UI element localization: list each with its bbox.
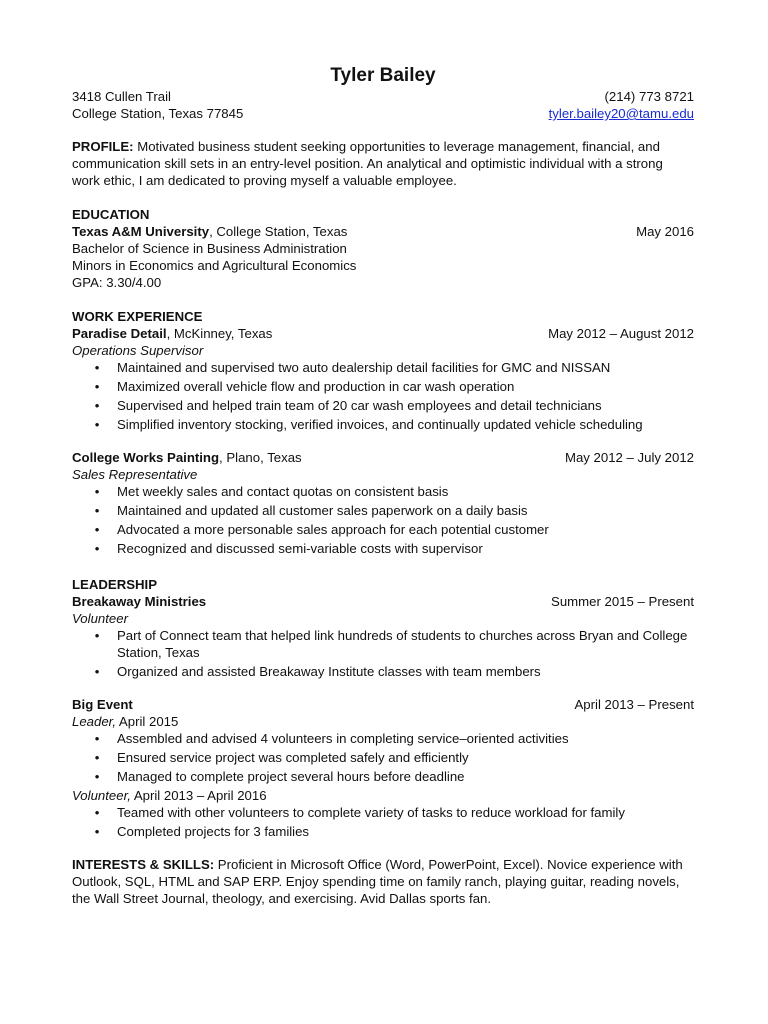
bullet-icon: •: [94, 769, 100, 784]
list-item: • Maintained and supervised two auto dealership detail facilities for GMC and NISSAN: [94, 360, 611, 375]
job-role: Operations Supervisor: [72, 343, 204, 358]
bullet-icon: •: [94, 379, 100, 394]
job-date: May 2012 – July 2012: [564, 450, 694, 465]
leadership-role-line: [72, 713, 694, 730]
job-bullet-list: [72, 359, 694, 433]
list-item: • Maintained and updated all customer sales paperwork on a daily basis: [94, 503, 528, 518]
list-item: • Recognized and discussed semi-variable costs with supervisor: [94, 541, 483, 556]
list-item: • Managed to complete project several hours before deadline: [94, 769, 465, 784]
education-school-row: [72, 223, 694, 240]
phone-number: (214) 773 8721: [604, 89, 694, 104]
leadership-bullet-list: [72, 627, 694, 680]
bullet-icon: •: [94, 628, 100, 643]
interests-text: Proficient in Microsoft Office (Word, PowerPoint, Excel). Novice experience with Outlook, SQL, HTML and SAP ERP. Enjoy spending time on family ranch, playing guitar, reading novels, the Wall Street Journal, theology, and exercising. Avid Dallas sports fan.: [72, 857, 683, 906]
school-name: Texas A&M University: [72, 224, 210, 239]
list-item: • Maximized overall vehicle flow and production in car wash operation: [94, 379, 515, 394]
job-row: [72, 449, 694, 466]
job-date: May 2012 – August 2012: [548, 326, 694, 341]
education-heading: EDUCATION: [72, 207, 150, 222]
bullet-icon: •: [94, 503, 100, 518]
bullet-icon: •: [94, 398, 100, 413]
interests-paragraph: [72, 856, 694, 907]
address-line-1: 3418 Cullen Trail: [72, 89, 171, 104]
interests-label: INTERESTS & SKILLS:: [72, 857, 215, 872]
bullet-icon: •: [94, 750, 100, 765]
minors: Minors in Economics and Agricultural Economics: [72, 258, 357, 273]
leadership-role: Leader,: [72, 714, 116, 729]
gpa: GPA: 3.30/4.00: [72, 275, 162, 290]
resume-name: Tyler Bailey: [330, 65, 436, 86]
list-item: • Supervised and helped train team of 20 car wash employees and detail technicians: [94, 398, 602, 413]
contact-row-1: [72, 88, 694, 105]
bullet-icon: •: [94, 731, 100, 746]
list-item: • Met weekly sales and contact quotas on consistent basis: [94, 484, 449, 499]
bullet-icon: •: [94, 664, 100, 679]
bullet-icon: •: [94, 484, 100, 499]
list-item: • Simplified inventory stocking, verified invoices, and continually updated vehicle scheduling: [94, 417, 643, 432]
bullet-icon: •: [94, 360, 100, 375]
profile-text: Motivated business student seeking opportunities to leverage management, financial, and communication skill sets in an entry-level position. An analytical and optimistic individual with a strong work ethic, I am dedicated to proving myself a valuable employee.: [72, 139, 663, 188]
contact-row-2: [72, 105, 694, 122]
leadership-date: April 2013 – Present: [574, 697, 694, 712]
leadership-bullet-list: [72, 730, 694, 785]
list-item: • Part of Connect team that helped link hundreds of students to churches across Bryan and College Station, Texas: [94, 628, 688, 660]
list-item: • Teamed with other volunteers to complete variety of tasks to reduce workload for family: [94, 805, 625, 820]
leadership-org: Breakaway Ministries: [72, 594, 207, 609]
list-item: • Organized and assisted Breakaway Institute classes with team members: [94, 664, 541, 679]
list-item: • Assembled and advised 4 volunteers in completing service–oriented activities: [94, 731, 569, 746]
leadership-role: Volunteer: [72, 611, 128, 626]
leadership-heading: LEADERSHIP: [72, 577, 157, 592]
job-org: Paradise Detail: [72, 326, 167, 341]
leadership-bullet-list: [72, 804, 694, 840]
job-org: College Works Painting: [72, 450, 220, 465]
school-location: , College Station, Texas: [209, 224, 348, 239]
job-location: , Plano, Texas: [219, 450, 302, 465]
leadership-role-date: April 2015: [116, 714, 179, 729]
degree: Bachelor of Science in Business Administration: [72, 241, 347, 256]
list-item: • Completed projects for 3 families: [94, 824, 310, 839]
leadership-org: Big Event: [72, 697, 133, 712]
job-role: Sales Representative: [72, 467, 198, 482]
profile-label: PROFILE:: [72, 139, 134, 154]
bullet-icon: •: [94, 522, 100, 537]
job-row: [72, 325, 694, 342]
leadership-row: [72, 696, 694, 713]
education-date: May 2016: [636, 224, 694, 239]
leadership-role-date: April 2013 – April 2016: [130, 788, 267, 803]
bullet-icon: •: [94, 805, 100, 820]
work-heading: WORK EXPERIENCE: [72, 309, 203, 324]
profile-paragraph: [72, 138, 694, 189]
leadership-date: Summer 2015 – Present: [551, 594, 694, 609]
leadership-row: [72, 593, 694, 610]
bullet-icon: •: [94, 824, 100, 839]
job-bullet-list: [72, 483, 694, 557]
email-link[interactable]: tyler.bailey20@tamu.edu: [548, 106, 694, 121]
job-location: , McKinney, Texas: [166, 326, 273, 341]
bullet-icon: •: [94, 417, 100, 432]
list-item: • Ensured service project was completed safely and efficiently: [94, 750, 469, 765]
list-item: • Advocated a more personable sales approach for each potential customer: [94, 522, 549, 537]
leadership-role: Volunteer,: [72, 788, 131, 803]
bullet-icon: •: [94, 541, 100, 556]
address-line-2: College Station, Texas 77845: [72, 106, 244, 121]
leadership-role-line: [72, 787, 694, 804]
